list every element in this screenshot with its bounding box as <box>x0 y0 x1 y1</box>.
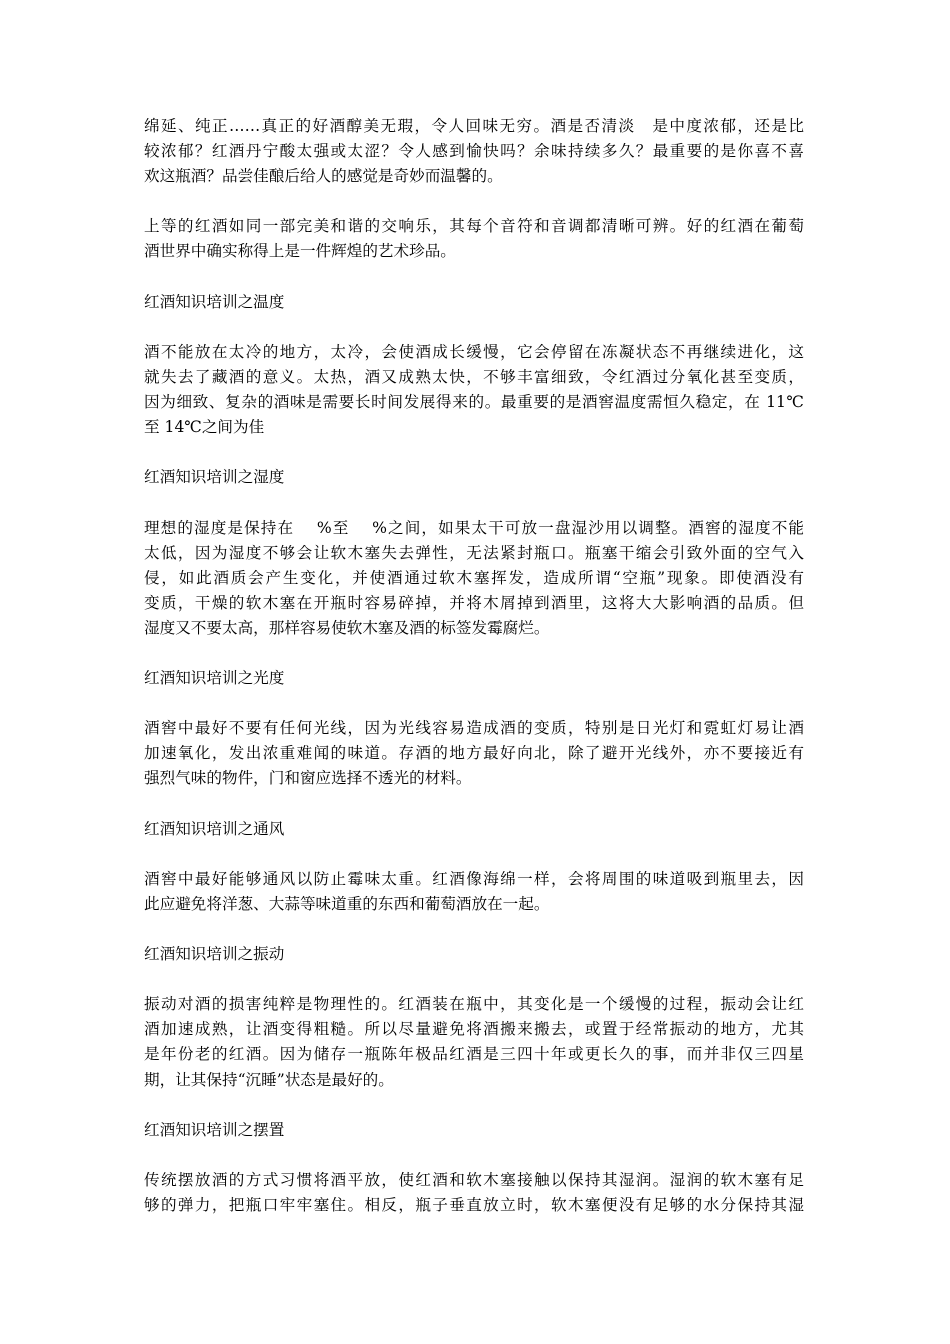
blank-line <box>144 490 804 515</box>
blank-line <box>144 842 804 867</box>
text-line: 绵延、纯正……真正的好酒醇美无瑕，令人回味无穷。酒是否清淡 是中度浓郁，还是比 <box>144 117 804 135</box>
blank-line <box>144 440 804 465</box>
blank-line <box>144 917 804 942</box>
text-line: 酒加速成熟，让酒变得粗糙。所以尽量避免将酒搬来搬去，或置于经常振动的地方，尤其 <box>144 1020 804 1039</box>
text-line: 此应避免将洋葱、大蒜等味道重的东西和葡萄酒放在一起。 <box>144 894 550 913</box>
text-line: 上等的红酒如同一部完美和谐的交响乐，其每个音符和音调都清晰可辨。好的红酒在葡萄 <box>144 217 804 236</box>
text-line: 加速氧化，发出浓重难闻的味道。存酒的地方最好向北，除了避开光线外，亦不要接近有 <box>144 744 804 763</box>
text-line: 较浓郁？红酒丹宁酸太强或太涩？令人感到愉快吗？余味持续多久？最重要的是你喜不喜 <box>144 142 804 161</box>
text-line: 就失去了藏酒的意义。太热，酒又成熟太快，不够丰富细致，令红酒过分氧化甚至变质， <box>144 367 804 386</box>
text-line: 变质，干燥的软木塞在开瓶时容易碎掉，并将木屑掉到酒里，这将大大影响酒的品质。但 <box>144 593 804 612</box>
blank-line <box>144 315 804 340</box>
text-line: 至 14℃之间为佳 <box>144 418 265 437</box>
text-line: 侵，如此酒质会产生变化，并使酒通过软木塞挥发，造成所谓“空瓶”现象。即使酒没有 <box>144 568 804 587</box>
blank-line <box>144 641 804 666</box>
section-heading: 红酒知识培训之光度 <box>144 669 285 688</box>
text-line: 够的弹力，把瓶口牢牢塞住。相反，瓶子垂直放立时，软木塞便没有足够的水分保持其湿 <box>144 1196 804 1215</box>
blank-line <box>144 189 804 214</box>
text-line: 期，让其保持“沉睡”状态是最好的。 <box>144 1070 394 1089</box>
section-heading: 红酒知识培训之湿度 <box>144 468 285 487</box>
section-heading: 红酒知识培训之摆置 <box>144 1120 285 1139</box>
text-line: 因为细致、复杂的酒味是需要长时间发展得来的。最重要的是酒窖温度需恒久稳定，在 11℃ <box>144 393 804 412</box>
text-line: 强烈气味的物件，门和窗应选择不透光的材料。 <box>144 769 472 788</box>
section-heading: 红酒知识培训之温度 <box>144 292 285 311</box>
section-heading: 红酒知识培训之通风 <box>144 819 285 838</box>
text-line: 酒窖中最好不要有任何光线，因为光线容易造成酒的变质，特别是日光灯和霓虹灯易让酒 <box>144 719 804 738</box>
blank-line <box>144 1093 804 1118</box>
text-line: 振动对酒的损害纯粹是物理性的。红酒装在瓶中，其变化是一个缓慢的过程，振动会让红 <box>144 995 804 1014</box>
text-line: 酒世界中确实称得上是一件辉煌的艺术珍品。 <box>144 242 456 261</box>
text-line: 传统摆放酒的方式习惯将酒平放，使红酒和软木塞接触以保持其湿润。湿润的软木塞有足 <box>144 1170 804 1189</box>
text-line: 酒不能放在太冷的地方，太冷，会使酒成长缓慢，它会停留在冻凝状态不再继续进化，这 <box>144 342 804 361</box>
blank-line <box>144 691 804 716</box>
blank-line <box>144 265 804 290</box>
section-heading: 红酒知识培训之振动 <box>144 945 285 964</box>
text-line: 酒窖中最好能够通风以防止霉味太重。红酒像海绵一样，会将周围的味道吸到瓶里去，因 <box>144 869 804 888</box>
blank-line <box>144 1143 804 1168</box>
text-line: 欢这瓶酒？品尝佳酿后给人的感觉是奇妙而温馨的。 <box>144 167 503 186</box>
text-line: 是年份老的红酒。因为储存一瓶陈年极品红酒是三四十年或更长久的事，而并非仅三四星 <box>144 1045 804 1064</box>
text-line: 太低，因为湿度不够会让软木塞失去弹性，无法紧封瓶口。瓶塞干缩会引致外面的空气入 <box>144 543 804 562</box>
blank-line <box>144 967 804 992</box>
text-line: 湿度又不要太高，那样容易使软木塞及酒的标签发霉腐烂。 <box>144 618 550 637</box>
document-page <box>144 114 804 1218</box>
blank-line <box>144 792 804 817</box>
text-line: 理想的湿度是保持在 %至 %之间，如果太干可放一盘湿沙用以调整。酒窖的湿度不能 <box>144 518 804 537</box>
